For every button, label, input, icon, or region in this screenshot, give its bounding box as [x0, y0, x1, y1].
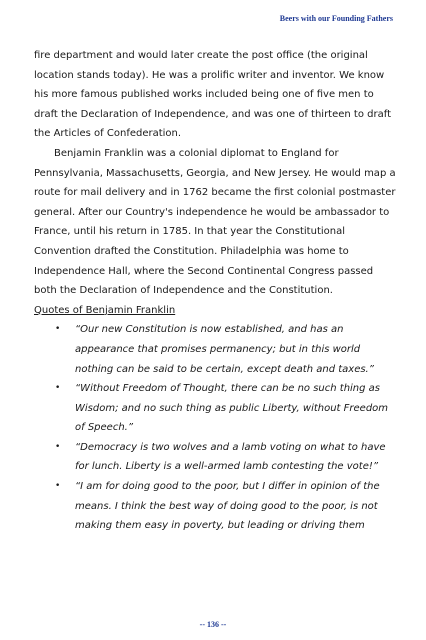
quotes-list [34, 320, 396, 536]
quote-item [34, 379, 396, 438]
paragraph-2: Benjamin Franklin was a colonial diplomat to England for Pennsylvania, Massachusetts, Georgia, and New Jersey. He would map a route for mail delivery and in 1762 became the first colonial postmaster general. After our Country's independence he would be ambassador to France, until his return in 1785. In that year the Constitutional Convention drafted the Constitution. Philadelphia was home to Independence Hall, where the Second Continental Congress passed both the Declaration of Independence and the Constitution. [34, 147, 396, 297]
quote-item [34, 438, 396, 477]
quote-item [34, 320, 396, 379]
quotes-heading: Quotes of Benjamin Franklin [34, 304, 176, 316]
quote-text: “Democracy is two wolves and a lamb voting on what to have for lunch. Liberty is a well-armed lamb contesting the vote!” [75, 441, 386, 473]
quote-text: “Without Freedom of Thought, there can be no such thing as Wisdom; and no such thing as public Liberty, without Freedom of Speech.” [75, 383, 389, 434]
body-text [34, 46, 396, 536]
quote-text: “I am for doing good to the poor, but I differ in opinion of the means. I think the best way of doing good to the poor, is not making them easy in poverty, but leading or driving them [75, 481, 380, 532]
bullet-icon: • [55, 324, 61, 335]
paragraph-1: fire department and would later create the post office (the original location stands today). He was a prolific writer and inventor. We know his more famous published works included being one of five men to draft the Declaration of Independence, and was one of thirteen to draft the Articles of Confederation. [34, 50, 391, 140]
quote-item [34, 477, 396, 536]
bullet-icon: • [55, 383, 61, 394]
bullet-icon: • [55, 441, 61, 452]
page-number: -- 136 -- [199, 620, 227, 629]
running-header: Beers with our Founding Fathers [279, 14, 393, 23]
quote-text: “Our new Constitution is now established, and has an appearance that promises permanency; but in this world nothing can be said to be certain, except death and taxes.” [75, 324, 374, 375]
bullet-icon: • [55, 481, 61, 492]
